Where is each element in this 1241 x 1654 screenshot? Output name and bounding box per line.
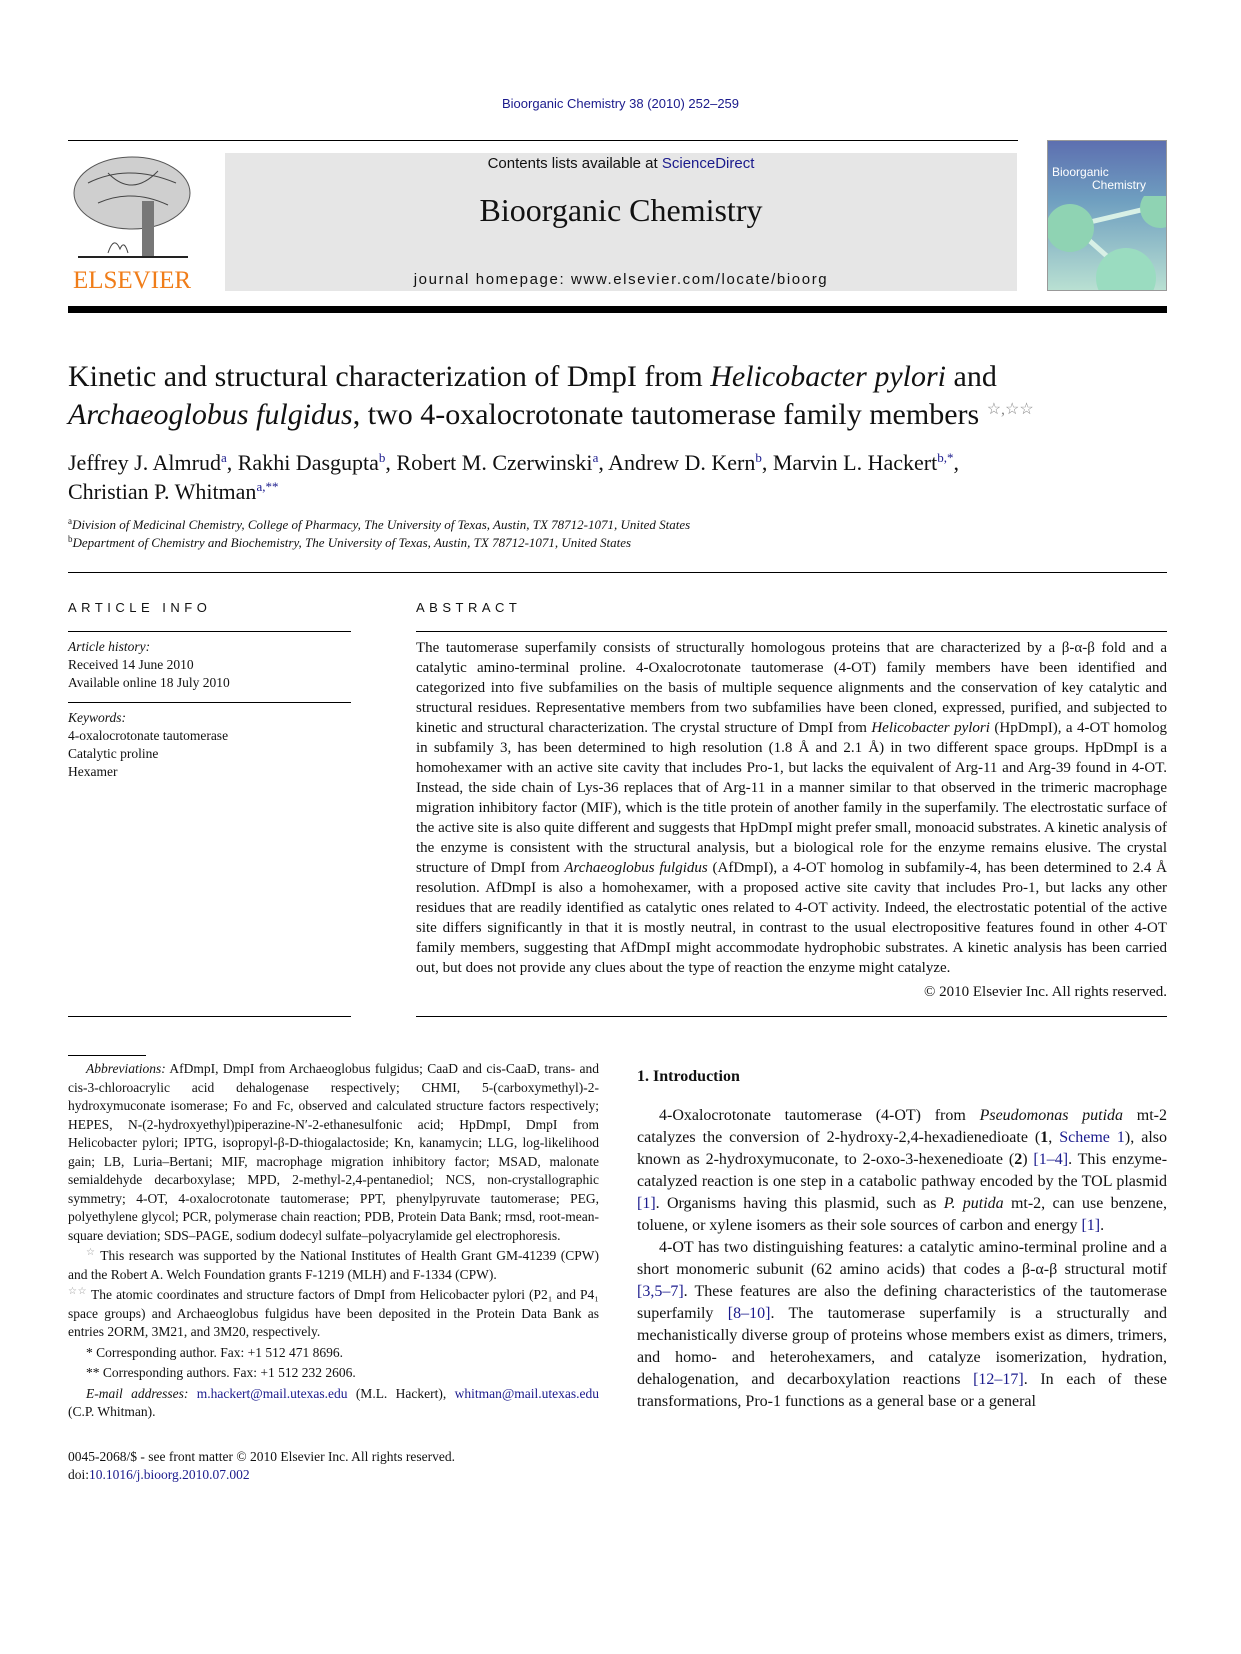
affiliation-link[interactable]: b bbox=[378, 450, 386, 465]
keywords-label: Keywords: bbox=[68, 710, 126, 725]
author: Marvin L. Hackert$^{b,*}$, bbox=[772, 450, 959, 475]
affiliations bbox=[68, 516, 1167, 552]
footnote-column bbox=[68, 1055, 599, 1485]
abstract-heading: ABSTRACT bbox=[416, 600, 522, 615]
elsevier-tree-icon bbox=[68, 153, 196, 263]
info-abstract-section bbox=[68, 599, 1167, 1017]
title-italic: Helicobacter pylori bbox=[710, 360, 947, 393]
abstract-text: The tautomerase superfamily consists of structurally homologous proteins that are characterized by a β-α-β fold and a catalytic amino-terminal proline. 4-Oxalocrotonate tautomerase (4-OT) family members have been identified and categorized into five subfamilies on the basis of multiple sequence alignments and the conservation of key catalytic and structural residues. Representative members from two subfamilies have been cloned, expressed, purified, and subjected to kinetic and structural characterization. The crystal structure of DmpI from Helicobacter pylori (HpDmpI), a 4-OT homolog in subfamily 3, has been determined to high resolution (1.8 Å and 2.1 Å) in two different space groups. HpDmpI is a homohexamer with an active site cavity that includes Pro-1, but lacks the equivalent of Arg-11 and Arg-39 found in 4-OT. Instead, the side chain of Lys-36 replaces that of Arg-11 in a manner similar to that observed in the trimeric macrophage migration inhibitory factor (MIF), which is the title protein of another family in the superfamily. The electrostatic surface of the active site is also quite different and suggests that HpDmpI might prefer small, monoacid substrates. A kinetic analysis of the enzyme is consistent with the structural analysis, but a biological role for the enzyme remains elusive. The crystal structure of DmpI from Archaeoglobus fulgidus (AfDmpI), a 4-OT homolog in subfamily-4, has been determined to 2.4 Å resolution. AfDmpI is also a homohexamer, with a proposed active site cavity that includes Pro-1, but lacks any other residues that are readily identified as catalytic ones related to 4-OT activity. Indeed, the electrostatic potential of the active site differs significantly in that it is mostly neutral, in contrast to the usual electropositive features found in other 4-OT family members, suggesting that AfDmpI might accommodate hydrophobic substrates. A kinetic analysis has been carried out, but does not provide any clues about the type of reaction the enzyme might catalyze. bbox=[416, 640, 1168, 976]
citation-link[interactable]: [1] bbox=[637, 1195, 656, 1212]
cover-title bbox=[1052, 166, 1146, 192]
affiliation-link[interactable]: a bbox=[220, 450, 227, 465]
corresponding-author-2: ** Corresponding authors. Fax: +1 512 232 2606. bbox=[86, 1365, 356, 1380]
doi-link[interactable]: 10.1016/j.bioorg.2010.07.002 bbox=[89, 1467, 250, 1482]
citation-link[interactable]: [1–4] bbox=[1033, 1151, 1069, 1168]
online-date: Available online 18 July 2010 bbox=[68, 675, 230, 690]
author: Rakhi Dasgupta$^b$, bbox=[237, 450, 397, 475]
copyright: © 2010 Elsevier Inc. All rights reserved. bbox=[923, 984, 1167, 1000]
affiliation-link[interactable]: a,** bbox=[256, 479, 279, 494]
title-part: Kinetic and structural characterization of DmpI from bbox=[68, 360, 711, 393]
article-info-column bbox=[68, 599, 351, 1017]
affiliation: $^b$Department of Chemistry and Biochemistry, The University of Texas, Austin, TX 78712-1071, United States bbox=[68, 534, 632, 550]
journal-reference-link[interactable]: Bioorganic Chemistry 38 (2010) 252–259 bbox=[501, 96, 740, 111]
author: Andrew D. Kern$^b$, bbox=[608, 450, 773, 475]
contents-line bbox=[225, 153, 1017, 172]
footnote-star-link[interactable]: ☆,☆☆ bbox=[986, 401, 1034, 418]
divider bbox=[68, 572, 1167, 573]
affiliation: $^a$Division of Medicinal Chemistry, College of Pharmacy, The University of Texas, Austin, TX 78712-1071, United States bbox=[68, 516, 691, 532]
doi-line: doi:10.1016/j.bioorg.2010.07.002 bbox=[68, 1467, 250, 1482]
journal-cover-image bbox=[1047, 140, 1167, 291]
author: Jeffrey J. Almrud$^a$, bbox=[68, 450, 238, 475]
elsevier-wordmark: ELSEVIER bbox=[72, 267, 192, 294]
author: Christian P. Whitman$^{a,**}$ bbox=[68, 479, 279, 504]
sciencedirect-link[interactable]: ScienceDirect bbox=[661, 155, 755, 172]
pdb-footnote: ☆☆ The atomic coordinates and structure factors of DmpI from Helicobacter pylori (P2₁ and P4₁ space groups) and Archaeoglobus fulgidus have been deposited in the Protein Data Bank as entries 2ORM, 3M21, and 3M20, respectively. bbox=[68, 1286, 599, 1339]
contents-prefix: Contents lists available at bbox=[487, 155, 662, 172]
lower-section bbox=[68, 1055, 1167, 1485]
journal-homepage[interactable]: journal homepage: www.elsevier.com/locate/bioorg bbox=[413, 271, 829, 288]
email-link[interactable]: whitman@mail.utexas.edu bbox=[454, 1385, 600, 1401]
author: Robert M. Czerwinski$^a$, bbox=[396, 450, 609, 475]
divider bbox=[416, 631, 1167, 632]
keyword: Catalytic proline bbox=[68, 746, 159, 761]
received-date: Received 14 June 2010 bbox=[68, 657, 194, 672]
citation-link[interactable]: [12–17] bbox=[973, 1371, 1024, 1388]
author-list bbox=[68, 448, 1167, 506]
affiliation-link[interactable]: a bbox=[592, 450, 599, 465]
paragraph: 4-Oxalocrotonate tautomerase (4-OT) from Pseudomonas putida mt-2 catalyzes the conversion of 2-hydroxy-2,4-hexadienedioate (1, Scheme 1), also known as 2-hydroxymuconate, to 2-oxo-3-hexenedioate (2) [1–4]. This enzyme-catalyzed reaction is one step in a catabolic pathway encoded by the TOL plasmid [1]. Organisms having this plasmid, such as P. putida mt-2, can use benzene, toluene, or xylene isomers as their sole sources of carbon and energy [1]. bbox=[637, 1107, 1168, 1234]
introduction-heading: 1. Introduction bbox=[637, 1068, 740, 1085]
front-matter bbox=[68, 1448, 599, 1485]
article-body bbox=[68, 358, 1167, 1485]
elsevier-logo bbox=[68, 153, 196, 294]
keyword: Hexamer bbox=[68, 764, 118, 779]
citation-link[interactable]: [1] bbox=[1081, 1217, 1101, 1234]
email-addresses: E-mail addresses: m.hackert@mail.utexas.edu (M.L. Hackert), whitman@mail.utexas.edu (C.P. Whitman). bbox=[68, 1385, 600, 1419]
keywords bbox=[68, 703, 351, 791]
citation-link[interactable]: [8–10] bbox=[727, 1305, 771, 1322]
footnote-divider bbox=[68, 1055, 146, 1056]
email-link[interactable]: m.hackert@mail.utexas.edu bbox=[196, 1385, 348, 1401]
footnotes bbox=[68, 1060, 599, 1422]
keyword: 4-oxalocrotonate tautomerase bbox=[68, 728, 229, 743]
journal-title: Bioorganic Chemistry bbox=[479, 192, 763, 228]
issn-line: 0045-2068/$ - see front matter © 2010 Elsevier Inc. All rights reserved. bbox=[68, 1448, 456, 1464]
title-part: , two 4-oxalocrotonate tautomerase family members bbox=[352, 398, 987, 431]
affiliation-link[interactable]: b bbox=[755, 450, 762, 465]
article-history bbox=[68, 632, 351, 702]
cover-title-2: Chemistry bbox=[1092, 178, 1147, 192]
molecule-icon bbox=[1048, 196, 1167, 291]
paragraph: 4-OT has two distinguishing features: a catalytic amino-terminal proline and a short monomeric subunit (62 amino acids) that codes a β-α-β structural motif [3,5–7]. These features are also the defining characteristics of the tautomerase superfamily [8–10]. The tautomerase superfamily is a structurally and mechanistically diverse group of proteins whose members exist as dimers, trimers, and homo- and heterohexamers, and catalyze isomerization, hydration, dehalogenation, and decarboxylation reactions [12–17]. In each of these transformations, Pro-1 functions as a general base or a general bbox=[637, 1239, 1167, 1410]
introduction-text bbox=[637, 1105, 1167, 1413]
abbreviations-footnote: Abbreviations: AfDmpI, DmpI from Archaeoglobus fulgidus; CaaD and cis-CaaD, trans- and cis-3-chloroacrylic acid dehalogenase respectively; CHMI, 5-(carboxymethyl)-2-hydroxymuconate isomerase; Fo and Fc, observed and calculated structure factors respectively; HEPES, N-(2-hydroxyethyl)piperazine-N′-2-ethanesulfonic acid; HpDmpI, DmpI from Helicobacter pylori; IPTG, isopropyl-β-D-thiogalactoside; Kn, kanamycin; LLG, log-likelihood gain; LB, Luria–Bertani; MIF, macrophage migration inhibitory factor; MSAD, malonate semialdehyde decarboxylase; MPD, 2-methyl-2,4-pentanediol; NCS, non-crystallographic symmetry; 4-OT, 4-oxalocrotonate tautomerase; PPT, phenylpyruvate tautomerase; PEG, polyethylene glycol; PCR, polymerase chain reaction; PDB, Protein Data Bank; rmsd, root-mean-square deviation; SDS–PAGE, sodium dodecyl sulfate–polyacrylamide gel electrophoresis. bbox=[68, 1061, 599, 1243]
title-italic: Archaeoglobus fulgidus bbox=[68, 398, 353, 431]
abstract-column bbox=[416, 599, 1167, 1017]
funding-footnote: ☆ This research was supported by the National Institutes of Health Grant GM-41239 (CPW) and the Robert A. Welch Foundation grants F-1219 (MLH) and F-1334 (CPW). bbox=[68, 1247, 599, 1282]
affiliation-link[interactable]: b,* bbox=[937, 450, 954, 465]
title-part: and bbox=[946, 360, 997, 393]
article-title bbox=[68, 358, 1167, 434]
scheme-link[interactable]: Scheme 1 bbox=[1059, 1129, 1125, 1146]
citation-link[interactable]: [3,5–7] bbox=[637, 1283, 684, 1300]
history-label: Article history: bbox=[68, 639, 151, 654]
cover-title-1: Bioorganic bbox=[1052, 165, 1109, 179]
article-info-heading: ARTICLE INFO bbox=[68, 600, 212, 615]
divider bbox=[68, 140, 1018, 141]
header-divider bbox=[68, 306, 1167, 313]
journal-banner bbox=[225, 153, 1017, 291]
corresponding-author-1: * Corresponding author. Fax: +1 512 471 8696. bbox=[86, 1344, 343, 1360]
introduction-column bbox=[637, 1055, 1167, 1413]
